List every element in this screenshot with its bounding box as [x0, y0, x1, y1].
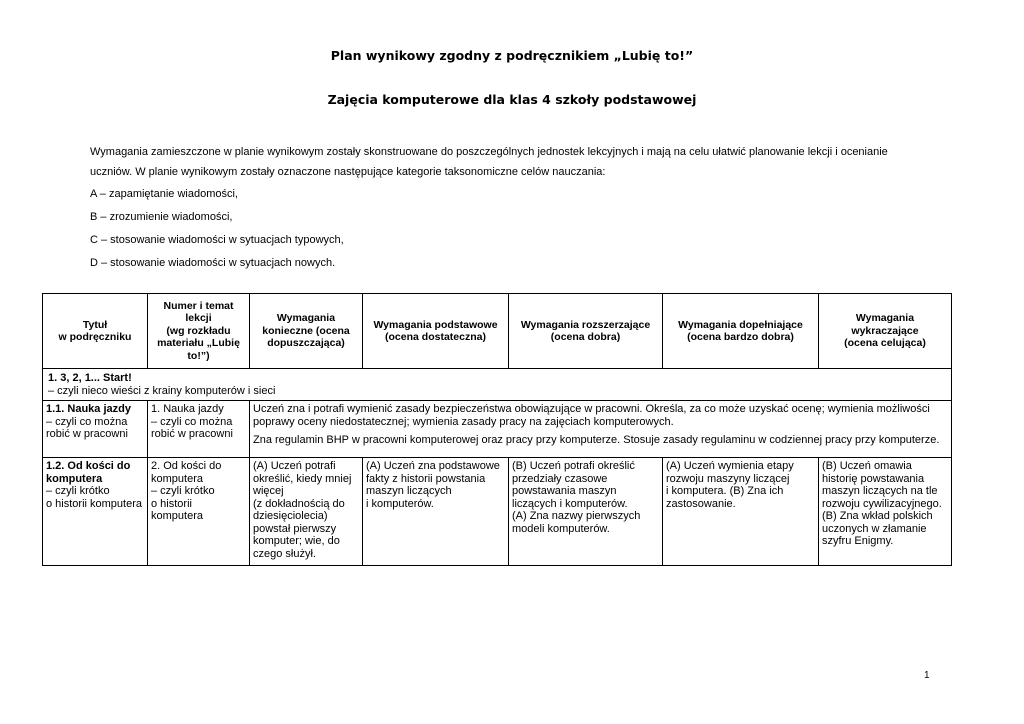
header-req-full	[663, 294, 819, 369]
header-req-full-l1: Wymagania dopełniające	[678, 318, 803, 331]
intro-line-1: Wymagania zamieszczone w planie wynikowym zostały skonstruowane do poszczególnych jednostek lekcyjnych i mają na celu ułatwić planowanie lekcji i ocenianie	[90, 146, 888, 158]
row2-basic-l1: (A) Uczeń potrafi	[253, 460, 336, 472]
row2-ext-l3: powstawania maszyn	[512, 485, 617, 497]
row2-title	[43, 458, 148, 566]
section-subtitle: – czyli nieco wieści z krainy komputerów i sieci	[48, 384, 276, 397]
header-title-l2: w podręczniku	[58, 331, 132, 343]
row2-lesson-l5: komputera	[151, 510, 203, 522]
row1-req-l1: Uczeń zna i potrafi wymienić zasady bezpieczeństwa obowiązujące w pracowni. Określa, za co może uzyskać ocenę; wymienia możliwości	[253, 403, 930, 415]
section-row	[43, 369, 952, 401]
row1-requirements	[250, 401, 952, 458]
row1-lesson-l2: – czyli co można	[151, 415, 233, 428]
row2-core-l1: (A) Uczeń zna podstawowe	[366, 460, 500, 472]
row2-full-l3: i komputera. (B) Zna ich	[666, 485, 784, 497]
header-req-ext-l1: Wymagania rozszerzające	[520, 318, 651, 331]
row2-core-l4: i komputerów.	[366, 497, 434, 510]
document-subtitle: Zajęcia komputerowe dla klas 4 szkoły podstawowej	[327, 92, 697, 107]
row2-ext-l5: (A) Zna nazwy pierwszych	[512, 510, 641, 522]
row2-req-basic	[250, 458, 363, 566]
row2-lesson-l3: – czyli krótko	[151, 485, 215, 497]
row2-core-l2: fakty z historii powstania	[366, 472, 486, 485]
row2-req-ext	[509, 458, 663, 566]
row2-beyond-l6: uczonych w złamanie	[822, 522, 927, 535]
row2-basic-l2: określić, kiedy mniej	[253, 472, 352, 485]
row1-title-l2: – czyli co można	[46, 415, 128, 428]
category-a: A – zapamiętanie wiadomości,	[90, 188, 238, 200]
header-req-beyond-l3: (ocena celująca)	[844, 337, 926, 350]
header-lesson-l1: Numer i temat	[163, 299, 234, 312]
row2-basic-l3: więcej	[253, 485, 284, 497]
header-req-core	[363, 294, 509, 369]
header-lesson-l3: (wg rozkładu	[166, 324, 231, 337]
row2-req-full	[663, 458, 819, 566]
header-req-ext-l2: (ocena dobra)	[550, 331, 621, 343]
row2-lesson-l4: o historii	[151, 497, 192, 510]
row2-title-l2: komputera	[46, 472, 103, 485]
row1-title-l3: robić w pracowni	[46, 428, 128, 440]
row2-req-beyond	[819, 458, 952, 566]
document-title: Plan wynikowy zgodny z podręcznikiem „Lubię to!”	[330, 48, 694, 63]
header-req-beyond	[819, 294, 952, 369]
category-b: B – zrozumienie wiadomości,	[90, 211, 233, 223]
header-req-basic	[250, 294, 363, 369]
row2-basic-l4: (z dokładnością do	[253, 497, 345, 510]
header-lesson	[148, 294, 250, 369]
header-req-basic-l2: konieczne (ocena	[262, 324, 350, 337]
row2-beyond-l7: szyfru Enigmy.	[822, 535, 894, 547]
table-row	[43, 458, 952, 566]
header-title-l1: Tytuł	[82, 318, 108, 331]
header-req-core-l2: (ocena dostateczna)	[385, 331, 486, 343]
section-cell	[43, 369, 952, 401]
row2-beyond-l5: (B) Zna wkład polskich	[822, 510, 933, 522]
row2-beyond-l3: maszyn liczących na tle	[822, 485, 938, 497]
row1-req-l3: Zna regulamin BHP w pracowni komputerowej oraz pracy przy komputerze. Stosuje zasady regulaminu w codziennej pracy przy komputerze.	[253, 434, 940, 446]
header-req-full-l2: (ocena bardzo dobra)	[687, 331, 794, 343]
section-title: 1. 3, 2, 1... Start!	[48, 372, 132, 384]
row2-beyond-l1: (B) Uczeń omawia	[822, 460, 912, 472]
row1-lesson	[148, 401, 250, 458]
row2-basic-l5: dziesięciolecia)	[253, 510, 328, 522]
row2-lesson-l1: 2. Od kości do	[151, 460, 222, 472]
header-lesson-l5: to!”)	[187, 349, 210, 362]
row2-basic-l8: czego służył.	[253, 547, 316, 560]
header-req-beyond-l1: Wymagania	[855, 312, 915, 325]
row2-full-l2: rozwoju maszyny liczącej	[666, 472, 790, 485]
row2-full-l1: (A) Uczeń wymienia etapy	[666, 460, 794, 472]
category-d: D – stosowanie wiadomości w sytuacjach nowych.	[90, 257, 336, 269]
row2-core-l3: maszyn liczących	[366, 485, 452, 497]
row2-lesson-l2: komputera	[151, 472, 203, 485]
header-lesson-l2: lekcji	[185, 312, 212, 325]
row2-req-core	[363, 458, 509, 566]
row2-beyond-l2: historię powstawania	[822, 472, 925, 485]
header-req-core-l1: Wymagania podstawowe	[373, 318, 498, 331]
row1-title-l1: 1.1. Nauka jazdy	[46, 403, 131, 415]
row2-ext-l4: liczących i komputerów.	[512, 497, 628, 510]
row1-req-l2: poprawy oceny niedostatecznej; wymienia zasady pracy na zajęciach komputerowych.	[253, 415, 674, 428]
row1-lesson-l3: robić w pracowni	[151, 428, 233, 440]
row2-ext-l2: przedziały czasowe	[512, 472, 608, 485]
row2-title-l1: 1.2. Od kości do	[46, 460, 131, 472]
row2-basic-l7: komputer; wie, do	[253, 535, 340, 547]
header-req-basic-l1: Wymagania	[276, 312, 336, 325]
row2-basic-l6: powstał pierwszy	[253, 522, 337, 535]
header-req-beyond-l2: wykraczające	[851, 324, 919, 337]
row1-title	[43, 401, 148, 458]
intro-line-2: uczniów. W planie wynikowym zostały oznaczone następujące kategorie taksonomiczne celów nauczania:	[90, 166, 606, 178]
category-c: C – stosowanie wiadomości w sytuacjach typowych,	[90, 234, 344, 246]
header-req-basic-l3: dopuszczająca)	[267, 337, 345, 350]
row2-beyond-l4: rozwoju cywilizacyjnego.	[822, 497, 942, 510]
row2-full-l4: zastosowanie.	[666, 497, 736, 510]
row2-ext-l1: (B) Uczeń potrafi określić	[512, 460, 635, 472]
header-title	[43, 294, 148, 369]
table-header-row	[43, 294, 952, 369]
row1-lesson-l1: 1. Nauka jazdy	[151, 403, 224, 415]
page-number: 1	[924, 670, 930, 681]
row2-ext-l6: modeli komputerów.	[512, 522, 610, 535]
plan-table	[42, 293, 952, 566]
row2-lesson	[148, 458, 250, 566]
row2-title-l4: o historii komputera	[46, 497, 142, 510]
row2-title-l3: – czyli krótko	[46, 485, 110, 497]
table-row	[43, 401, 952, 458]
header-req-ext	[509, 294, 663, 369]
header-lesson-l4: materiału „Lubię	[157, 337, 240, 350]
